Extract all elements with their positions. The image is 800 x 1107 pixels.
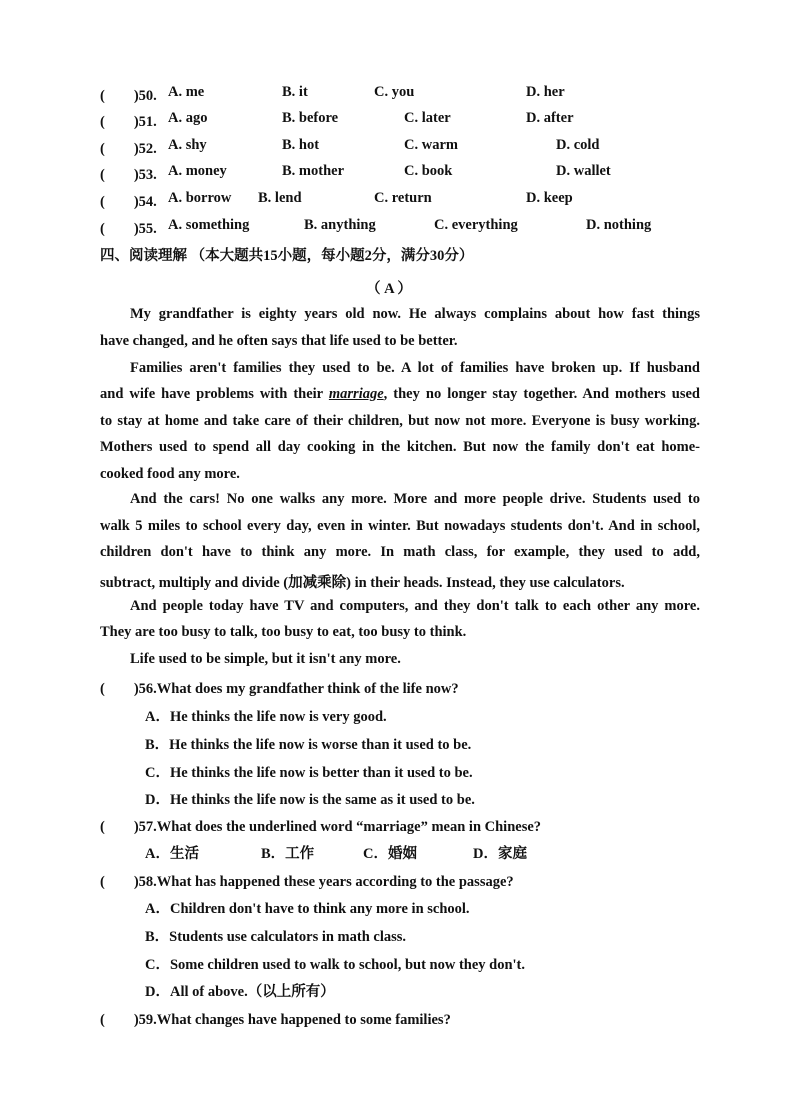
option-c: C. book xyxy=(404,163,453,179)
option-c: C. everything xyxy=(434,217,518,233)
passage-line: children don't have to think any more. In math class, for example, they used to add, xyxy=(100,544,700,560)
option-b: B. before xyxy=(282,110,339,126)
section-heading: 四、阅读理解 （本大题共15小题，每小题2分，满分30分） xyxy=(100,248,474,264)
option-a: A. ago xyxy=(168,110,208,126)
option-a: A．Children don't have to think any more in school. xyxy=(145,901,470,917)
passage-line: walk 5 miles to school every day, even in winter. But nowadays students don't. And in school, xyxy=(100,518,700,534)
option-b: B．He thinks the life now is worse than it used to be. xyxy=(145,737,472,753)
passage-line: They are too busy to talk, too busy to eat, too busy to think. xyxy=(100,624,467,640)
option-b: B. lend xyxy=(258,190,302,206)
option-c: C. warm xyxy=(404,137,458,153)
passage-line: Families aren't families they used to be. A lot of families have broken up. If husband xyxy=(130,360,700,376)
option-c: C. you xyxy=(374,84,415,100)
question-number: ( )54. xyxy=(100,194,157,210)
option-d: D. cold xyxy=(556,137,600,153)
passage-label: （ A ） xyxy=(366,281,412,297)
question-number: ( )52. xyxy=(100,141,157,157)
option-d: D. wallet xyxy=(556,163,611,179)
question-56: ( )56.What does my grandfather think of the life now? xyxy=(100,681,459,697)
passage-line: And the cars! No one walks any more. More and more people drive. Students used to xyxy=(130,491,700,507)
passage-line: And people today have TV and computers, and they don't talk to each other any more. xyxy=(130,598,700,614)
option-b: B．工作 xyxy=(261,846,315,862)
option-b: B. hot xyxy=(282,137,320,153)
option-d: D. nothing xyxy=(586,217,652,233)
option-d: D．All of above.（以上所有） xyxy=(145,984,335,1000)
passage-line: to stay at home and take care of their children, but now not more. Everyone is busy working. xyxy=(100,413,700,429)
option-a: A．He thinks the life now is very good. xyxy=(145,709,387,725)
passage-line: subtract, multiply and divide (加减乘除) in their heads. Instead, they use calculators. xyxy=(100,575,625,591)
passage-line: cooked food any more. xyxy=(100,466,240,482)
passage-line: Life used to be simple, but it isn't any more. xyxy=(130,651,401,667)
option-b: B．Students use calculators in math class. xyxy=(145,929,407,945)
passage-line: have changed, and he often says that life used to be better. xyxy=(100,333,458,349)
option-c: C. return xyxy=(374,190,432,206)
option-b: B. mother xyxy=(282,163,345,179)
option-a: A. money xyxy=(168,163,227,179)
question-number: ( )55. xyxy=(100,221,157,237)
option-d: D. after xyxy=(526,110,574,126)
question-57: ( )57.What does the underlined word “marriage” mean in Chinese? xyxy=(100,819,542,835)
question-58: ( )58.What has happened these years according to the passage? xyxy=(100,874,514,890)
option-d: D. her xyxy=(526,84,565,100)
passage-line: Mothers used to spend all day cooking in the kitchen. But now the family don't eat home- xyxy=(100,439,700,455)
question-number: ( )53. xyxy=(100,167,157,183)
passage-line: and wife have problems with their marriage, they no longer stay together. And mothers used xyxy=(100,386,700,402)
option-a: A. something xyxy=(168,217,250,233)
option-d: D．He thinks the life now is the same as it used to be. xyxy=(145,792,475,808)
option-c: C．He thinks the life now is better than it used to be. xyxy=(145,765,473,781)
option-b: B. anything xyxy=(304,217,376,233)
option-c: C. later xyxy=(404,110,451,126)
option-d: D．家庭 xyxy=(473,846,527,862)
question-number: ( )51. xyxy=(100,114,157,130)
underlined-word: marriage xyxy=(328,386,384,402)
option-b: B. it xyxy=(282,84,308,100)
question-number: ( )50. xyxy=(100,88,157,104)
option-a: A．生活 xyxy=(145,846,199,862)
option-a: A. me xyxy=(168,84,205,100)
option-c: C．Some children used to walk to school, but now they don't. xyxy=(145,957,526,973)
option-c: C．婚姻 xyxy=(363,846,417,862)
option-a: A. shy xyxy=(168,137,207,153)
option-d: D. keep xyxy=(526,190,573,206)
passage-line: My grandfather is eighty years old now. He always complains about how fast things xyxy=(130,306,700,322)
option-a: A. borrow xyxy=(168,190,232,206)
question-59: ( )59.What changes have happened to some families? xyxy=(100,1012,451,1028)
